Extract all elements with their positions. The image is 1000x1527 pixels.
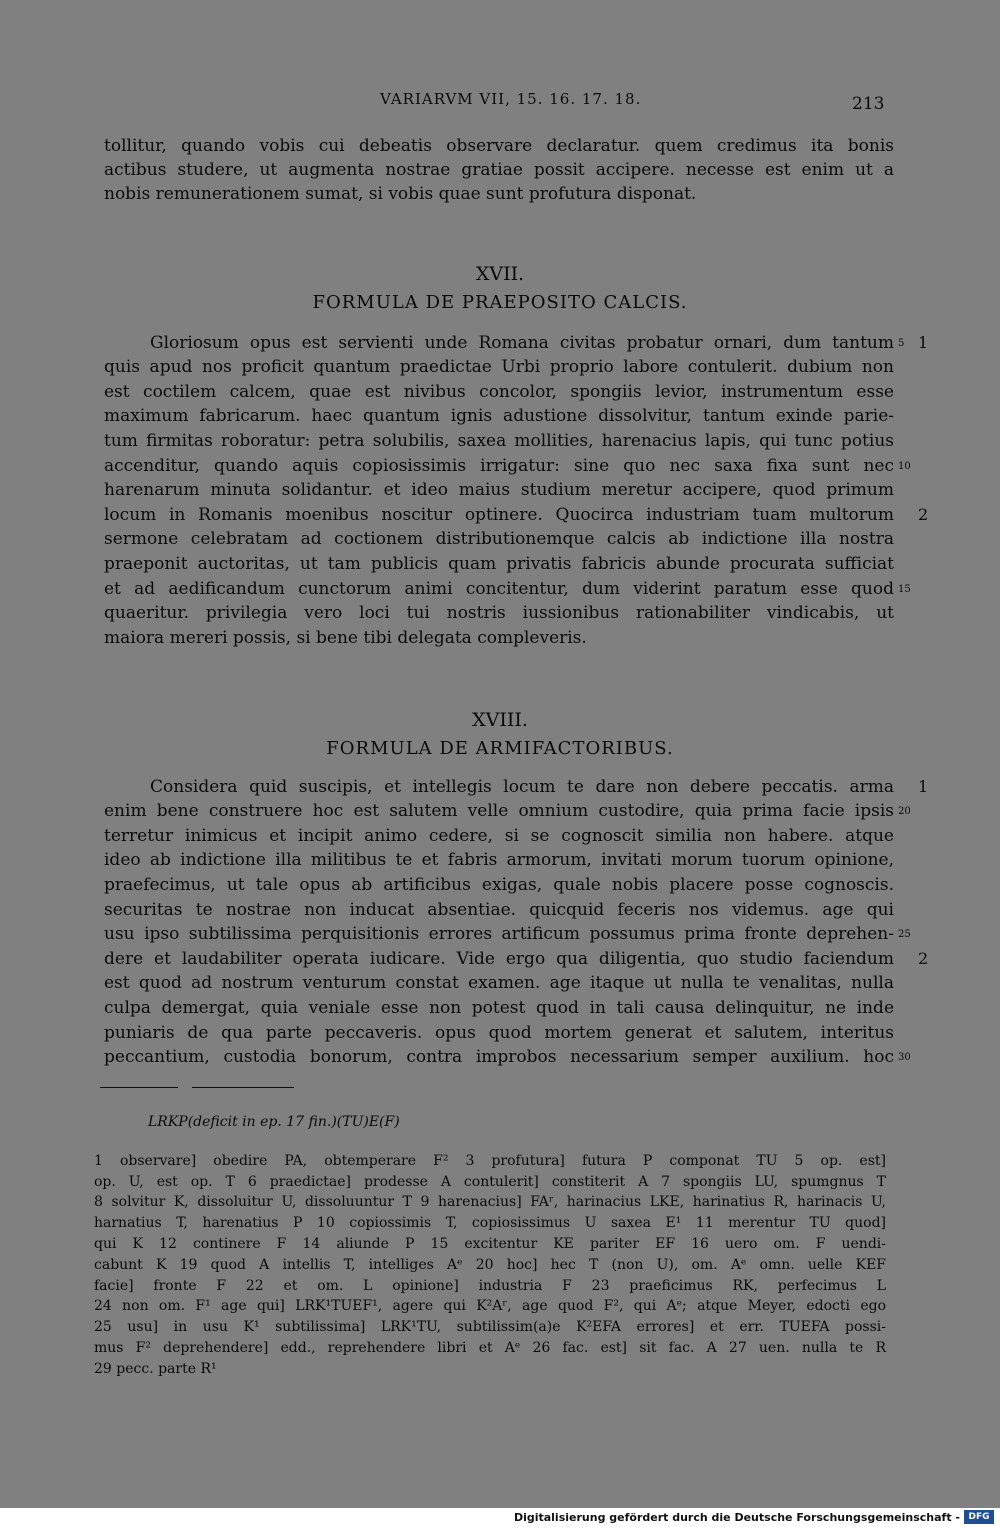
apparatus-line: 24 non om. F¹ age qui] LRK¹TUEF¹, agere qui K²Aʳ, age quod F², qui Aᵉ; atque Meyer, edocti ego [94, 1298, 886, 1314]
text-line: usu ipso subtilissima perquisitionis errores artificum possumus prima fronte deprehen- [104, 924, 894, 944]
text-line: securitas te nostrae non inducat absentiae. quicquid feceris nos videmus. age qui [104, 900, 894, 920]
dfg-logo-icon[interactable]: DFG [964, 1510, 994, 1524]
line-number: 25 [898, 929, 911, 940]
text-line: Considera quid suscipis, et intellegis locum te dare non debere peccatis. arma [150, 777, 894, 797]
line-number: 10 [898, 461, 911, 472]
apparatus-line: 29 pecc. parte R¹ [94, 1361, 217, 1377]
text-line: ideo ab indictione illa militibus te et fabris armorum, invitati morum tuorum opinione, [104, 850, 894, 870]
running-head: VARIARVM VII, 15. 16. 17. 18. [380, 90, 642, 108]
section-number: XVII. [475, 263, 525, 285]
text-line: quis apud nos proficit quantum praedictae Urbi proprio labore contulerit. dubium non [104, 357, 894, 377]
apparatus-line: 1 observare] obedire PA, obtemperare F² 3 profutura] futura P componat TU 5 op. est] [94, 1153, 886, 1169]
text-line: culpa demergat, quia veniale esse non potest quod in tali causa delinquitur, ne inde [104, 998, 894, 1018]
apparatus-line: op. U, est op. T 6 praedictae] prodesse A contulerit] constiterit A 7 spongiis LU, spumgnus T [94, 1174, 886, 1190]
text-line: peccantium, custodia bonorum, contra improbos necessarium semper auxilium. hoc [104, 1047, 894, 1067]
text-line: terretur inimicus et incipit animo cedere, si se cognoscit similia non habere. atque [104, 826, 894, 846]
funding-notice: Digitalisierung gefördert durch die Deutsche Forschungsgemeinschaft - [513, 1511, 960, 1524]
apparatus-line: cabunt K 19 quod A intellis T, intelliges Aᵉ 20 hoc] hec T (non U), om. Aᵉ omn. uelle KEF [94, 1257, 886, 1273]
paragraph-marker: 1 [918, 333, 929, 352]
intro-line: tollitur, quando vobis cui debeatis observare declaratur. quem credimus ita bonis [104, 136, 894, 156]
section-title: FORMULA DE ARMIFACTORIBUS. [326, 738, 674, 759]
section-title: FORMULA DE PRAEPOSITO CALCIS. [312, 292, 688, 313]
intro-line: nobis remunerationem sumat, si vobis quae sunt profutura disponat. [104, 184, 697, 204]
text-line: enim bene construere hoc est salutem velle omnium custodire, quia prima facie ipsis [104, 801, 894, 821]
text-line: sermone celebratam ad coctionem distributionemque calcis ab indictione illa nostra [104, 529, 894, 549]
apparatus-line: harnatius T, harenatius P 10 copiossimis T, copiosissimus U saxea E¹ 11 merentur TU quod] [94, 1215, 886, 1231]
footnote-rule [192, 1087, 294, 1088]
paragraph-marker: 2 [918, 949, 929, 968]
apparatus-line: facie] fronte F 22 et om. L opinione] industria F 23 praeficimus RK, perfecimus L [94, 1278, 886, 1294]
line-number: 15 [898, 584, 911, 595]
line-number: 30 [898, 1052, 911, 1063]
apparatus-line: 25 usu] in usu K¹ subtilissima] LRK¹TU, subtilissim(a)e K²EFA errores] et err. TUEFA possi- [94, 1319, 886, 1335]
text-line: puniaris de qua parte peccaveris. opus quod mortem generat et salutem, interitus [104, 1023, 894, 1043]
text-line: praeponit auctoritas, ut tam publicis quam privatis fabricis abunde procurata sufficiat [104, 554, 894, 574]
text-line: dere et laudabiliter operata iudicare. Vide ergo qua diligentia, quo studio faciendum [104, 949, 894, 969]
apparatus-sigla: LRKP(deficit in ep. 17 fin.)(TU)E(F) [148, 1114, 400, 1130]
intro-line: actibus studere, ut augmenta nostrae gratiae possit accipere. necesse est enim ut a [104, 160, 894, 180]
paragraph-marker: 2 [918, 505, 929, 524]
section-number: XVIII. [472, 709, 528, 731]
text-line: harenarum minuta solidantur. et ideo maius studium meretur accipere, quod primum [104, 480, 894, 500]
text-line: locum in Romanis moenibus noscitur optinere. Quocirca industriam tuam multorum [104, 505, 894, 525]
footnote-rule [100, 1087, 178, 1088]
text-line: Gloriosum opus est servienti unde Romana civitas probatur ornari, dum tantum [150, 333, 894, 353]
paragraph-marker: 1 [918, 777, 929, 796]
text-line: accenditur, quando aquis copiosissimis irrigatur: sine quo nec saxa fixa sunt nec [104, 456, 894, 476]
text-line: maiora mereri possis, si bene tibi delegata compleveris. [104, 628, 587, 648]
text-line: maximum fabricarum. haec quantum ignis adustione dissolvitur, tantum exinde parie- [104, 406, 894, 426]
text-line: tum firmitas roboratur: petra solubilis, saxea mollities, harenacius lapis, qui tunc potius [104, 431, 894, 451]
text-line: quaeritur. privilegia vero loci tui nostris iussionibus rationabiliter vindicabis, ut [104, 603, 894, 623]
line-number: 20 [898, 806, 911, 817]
text-line: est coctilem calcem, quae est nivibus concolor, spongiis levior, instrumentum esse [104, 382, 894, 402]
text-line: praefecimus, ut tale opus ab artificibus exigas, quale nobis placere posse cognoscis. [104, 875, 894, 895]
text-line: est quod ad nostrum venturum constat examen. age itaque ut nulla te venalitas, nulla [104, 973, 894, 993]
text-line: et ad aedificandum cunctorum animi concitentur, dum viderint paratum esse quod [104, 579, 894, 599]
line-number: 5 [898, 338, 905, 349]
apparatus-line: qui K 12 continere F 14 aliunde P 15 excitentur KE pariter EF 16 uero om. F uendi- [94, 1236, 886, 1252]
apparatus-line: 8 solvitur K, dissoluitur U, dissoluuntur T 9 harenacius] FAʳ, harinacius LKE, harinatius R, harinacis U, [94, 1194, 886, 1210]
apparatus-line: mus F² deprehendere] edd., reprehendere libri et Aᵉ 26 fac. est] sit fac. A 27 uen. nulla te R [94, 1340, 886, 1356]
page-number: 213 [852, 94, 885, 114]
